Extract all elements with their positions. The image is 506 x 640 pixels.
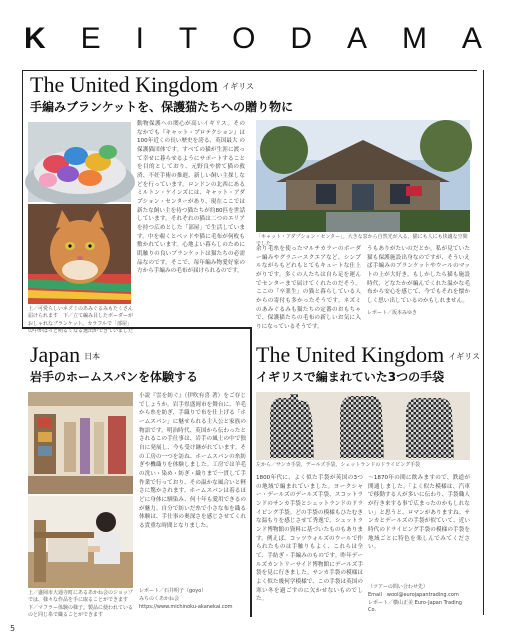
uk1-subtitle: 手編みブランケットを、保護猫たちへの贈り物に bbox=[30, 100, 294, 114]
photo-knitted-mice bbox=[28, 122, 131, 202]
japan-body-text: 小説『雲を紡ぐ』（伊吹有喜 著）をご存じでしょうか。岩手県盛岡市を舞台に、羊毛から糸を紡ぎ、手織りで布を仕上げる「ホームスパン」に魅せられる主人公と家族の物語です。明治時代、英国から伝わったとされるこの手仕事は、岩手の風土の中で独自に発展し、今も受け継がれています。その工房の一つを訪ね、ホームスパンの糸紡ぎや機織りを体験しました。工房では羊毛の洗い・染め・紡ぎ・織りまで一貫して手作業で行っており、その温かな風合いと軽さに驚かされます。ホームスパンは着るほどに身体に馴染み、何十年も愛用できるのが魅力。自分で紡いだ糸で小さな布を織る体験は、手仕事の奥深さを感じさせてくれる貴重な時間となりました。 bbox=[139, 393, 246, 529]
uk1-title: The United Kingdom イギリス bbox=[30, 72, 255, 97]
uk1-caption-left: 上／可愛らしいネズミのあみぐるみもたくさん届けられます 下／立て編み目したボーダーがおしゃれなブランケット。カラフルで「部屋」の中がぱっと明るくなる選出ができていました bbox=[28, 306, 134, 334]
magazine-masthead bbox=[24, 22, 484, 56]
uk1-body-text: 動物保護への関心が高いイギリス。その なかでも『キャット・プロテクション』は 100年近くの長い歴史を誇る、英国最大 の保護猫団体です。すべての猫が生涯に渡って幸せに暮らせるようにサポートすることを目的としており、元野良や捨て猫の救済、不妊手術の推進、新しい飼い主探しなどを行っています。ロンドンの北西にあるミルトン・ケインズには、キャット・アダプション・センターがあり、現在ここでは新たな飼い主を待つ猫たちが約80匹を世話しています。それぞれの猫は二つのエリアを持つ広めとした「部屋」で生活しています。中を覗くとベッドや猫に毛布が何枚も敷かれています。心地よい暮らしのために肌触りの良いブランケットは猫たちの必需品なのです。そこで、毎年編み物愛好家の方から手編みの毛布が届けられるのです。 bbox=[137, 121, 245, 275]
section-frame-right bbox=[483, 70, 485, 615]
masthead-letter: M bbox=[401, 22, 429, 55]
photo-three-gloves bbox=[256, 392, 470, 460]
photo-homespun-shop bbox=[28, 392, 133, 494]
masthead-letter: T bbox=[178, 22, 200, 55]
uk2-contact-email[interactable]: Email wool@eurojapantrading.com bbox=[368, 592, 459, 598]
uk1-body-text-3: うもありがたいのだとか。私が見ていた猫も保護施設出身なのですが、そういえば手編みのブランケットやウールのマットの上が大好き。もしかしたら猫も施設時代、どなたかが編んでくれた温かな毛布から安心を感じて、今でもそれを懐かしく思い出しているのかもしれません。 bbox=[367, 246, 470, 304]
japan-reporter: レポート／石井明子（goyo） bbox=[139, 588, 207, 594]
masthead-letter: A bbox=[461, 22, 484, 55]
masthead-letter: K bbox=[24, 22, 48, 55]
japan-caption: 上／盛岡市大通寺町にあるあかね会のショップでは、様々な作品を手に取ることができます 下／マフラー体験の様子。製品に使われているのと同じ糸で織ることができます bbox=[28, 590, 134, 618]
uk1-body-text-2: 余り毛糸を使ったマルチカラーのボーダー編みやグラニースクエアなど、シンプルながらもどれもとてもキュートな仕上がりです。多くの人たちは自ら足を運んでセンターまで届けてくれたのだそう。ここの「卒業生」の猫と暮らしている人からの寄付も多かったそうです。ネズミのあみぐるみも猫たちの定番のおもちゃで、保護猫たちの毛布の新しいお気に入りになっているそうです。 bbox=[256, 246, 361, 330]
japan-info-url[interactable]: https://www.michinoku-akanekai.com bbox=[139, 604, 233, 610]
japan-title: Japan 日本 bbox=[30, 342, 101, 367]
divider-vertical bbox=[250, 327, 252, 617]
photo-adoption-centre bbox=[256, 120, 470, 232]
uk2-body-text: 1800年代に、よく似た手袋が英国の3つの地域で編まれていました。ヨークシャー・デールズのデールズ手袋、スコットランドのサンカ手袋とシェットランドのドライビング手袋。どの手袋の模様もひたむきな温もりを感じさせて秀逸で、シェットランド博物館の資料に基づいたものもあります。例えば、コッツウォルズのウールで作られたものは手触りもよく、これらは全て、手紡ぎ・手編みのものです。昨年デールズカントリーサイド博物館にデールズ手袋を見に行きました。サンカ手袋の模様はよく似た幾何学模様で、この手袋は英国の寒い冬を過ごすのに欠かせないものでした。 bbox=[256, 475, 363, 603]
page-number: 5 bbox=[10, 624, 16, 633]
uk1-caption-right: 「キャット・アダプション・センター」。大きな窓から自然光が入る、猫にも人にも快適な空間でした bbox=[256, 234, 468, 248]
uk2-reporter: レポート／横山正美 Euro-Japan Trading Co. bbox=[368, 600, 462, 614]
uk1-reporter: レポート／坂本みゆき bbox=[367, 310, 418, 316]
masthead-letter: D bbox=[290, 22, 315, 55]
masthead-letter: O bbox=[232, 22, 258, 55]
masthead-letter: A bbox=[347, 22, 370, 55]
photo-orange-cat bbox=[28, 204, 131, 304]
japan-info-name: みちのくあかね会 bbox=[139, 596, 180, 602]
uk2-contact: （ツアーの問い合わせ先） bbox=[368, 584, 428, 590]
uk2-caption: 左から／サンカ手袋、デールズ手袋、シェットランドのドライビング手袋 bbox=[256, 462, 421, 468]
uk2-title: The United Kingdom イギリス bbox=[256, 342, 481, 367]
uk2-body-text-2: 〜1870年の間に飲みますので、鉄道が開通しました。「よく似た模様は、汽車で移動する人が多いに伝わり、手袋職人が行き来する事で広まったのかもしれない」と思うと、ロマンがありますね。サンカとデールズの手袋が似ていて、近い時代のドライビング手袋の模様の手袋を地域ごとに特色を楽しんでみてください。 bbox=[368, 475, 470, 551]
uk2-subtitle: イギリスで編まれていた3つの手袋 bbox=[256, 370, 445, 384]
masthead-letter: E bbox=[80, 22, 103, 55]
japan-subtitle: 岩手のホームスパンを体験する bbox=[30, 370, 199, 384]
photo-weaving-experience bbox=[28, 496, 133, 588]
masthead-letter: I bbox=[135, 22, 146, 55]
